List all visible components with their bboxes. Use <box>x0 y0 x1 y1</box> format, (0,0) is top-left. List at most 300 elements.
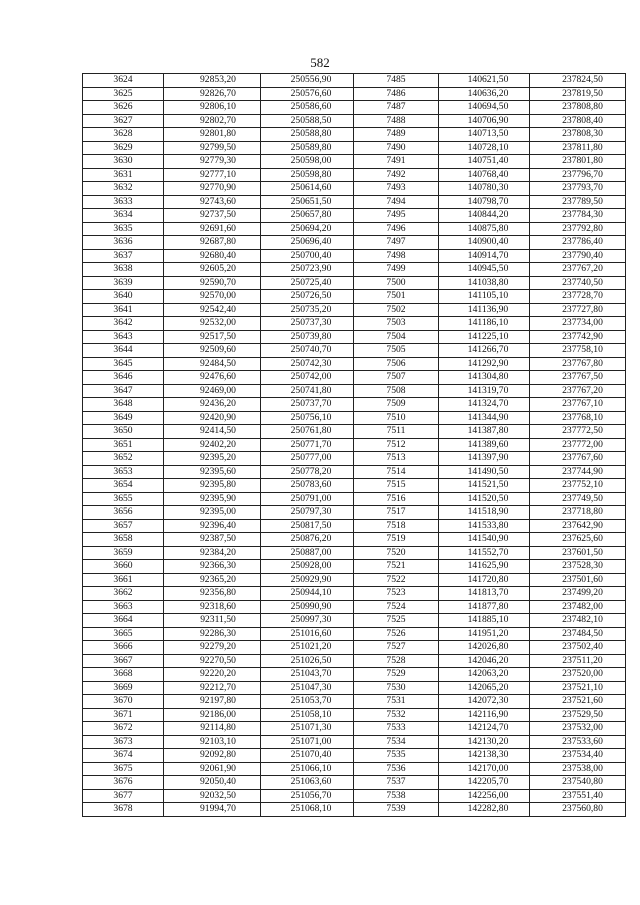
x-coordinate-left-cell: 92365,20 <box>164 573 261 587</box>
point-number-right-cell: 7485 <box>354 74 439 88</box>
x-coordinate-right-cell: 142124,70 <box>439 722 530 736</box>
point-number-left-cell: 3637 <box>83 249 164 263</box>
point-number-left-cell: 3668 <box>83 668 164 682</box>
x-coordinate-right-cell: 140694,50 <box>439 101 530 115</box>
point-number-left-cell: 3631 <box>83 168 164 182</box>
y-coordinate-left-cell: 250588,80 <box>261 128 354 142</box>
y-coordinate-right-cell: 237793,70 <box>530 182 626 196</box>
table-row <box>83 371 626 385</box>
y-coordinate-right-cell: 237808,30 <box>530 128 626 142</box>
x-coordinate-left-cell: 92032,50 <box>164 789 261 803</box>
table-row <box>83 587 626 601</box>
table-body <box>83 74 626 817</box>
point-number-left-cell: 3655 <box>83 492 164 506</box>
x-coordinate-right-cell: 142046,20 <box>439 654 530 668</box>
y-coordinate-left-cell: 250742,00 <box>261 371 354 385</box>
x-coordinate-right-cell: 140875,80 <box>439 222 530 236</box>
x-coordinate-right-cell: 141344,90 <box>439 411 530 425</box>
point-number-right-cell: 7514 <box>354 465 439 479</box>
x-coordinate-right-cell: 142065,20 <box>439 681 530 695</box>
table-row <box>83 330 626 344</box>
table-row <box>83 128 626 142</box>
x-coordinate-left-cell: 92270,50 <box>164 654 261 668</box>
point-number-right-cell: 7518 <box>354 519 439 533</box>
point-number-right-cell: 7508 <box>354 384 439 398</box>
y-coordinate-right-cell: 237528,30 <box>530 560 626 574</box>
y-coordinate-left-cell: 250735,20 <box>261 303 354 317</box>
table-row <box>83 411 626 425</box>
x-coordinate-right-cell: 141885,10 <box>439 614 530 628</box>
x-coordinate-right-cell: 140621,50 <box>439 74 530 88</box>
y-coordinate-left-cell: 250726,50 <box>261 290 354 304</box>
y-coordinate-right-cell: 237532,00 <box>530 722 626 736</box>
point-number-right-cell: 7519 <box>354 533 439 547</box>
x-coordinate-right-cell: 140844,20 <box>439 209 530 223</box>
y-coordinate-right-cell: 237534,40 <box>530 749 626 763</box>
y-coordinate-right-cell: 237744,90 <box>530 465 626 479</box>
y-coordinate-left-cell: 250739,80 <box>261 330 354 344</box>
y-coordinate-right-cell: 237790,40 <box>530 249 626 263</box>
y-coordinate-left-cell: 251071,30 <box>261 722 354 736</box>
point-number-right-cell: 7536 <box>354 762 439 776</box>
x-coordinate-right-cell: 140706,90 <box>439 114 530 128</box>
x-coordinate-left-cell: 92395,60 <box>164 465 261 479</box>
x-coordinate-left-cell: 92680,40 <box>164 249 261 263</box>
x-coordinate-right-cell: 140728,10 <box>439 141 530 155</box>
x-coordinate-right-cell: 142063,20 <box>439 668 530 682</box>
x-coordinate-left-cell: 92509,60 <box>164 344 261 358</box>
x-coordinate-left-cell: 92050,40 <box>164 776 261 790</box>
table-row <box>83 155 626 169</box>
y-coordinate-left-cell: 251016,60 <box>261 627 354 641</box>
point-number-left-cell: 3660 <box>83 560 164 574</box>
y-coordinate-left-cell: 251026,50 <box>261 654 354 668</box>
y-coordinate-left-cell: 251058,10 <box>261 708 354 722</box>
point-number-right-cell: 7496 <box>354 222 439 236</box>
y-coordinate-left-cell: 251021,20 <box>261 641 354 655</box>
y-coordinate-left-cell: 250944,10 <box>261 587 354 601</box>
x-coordinate-right-cell: 141518,90 <box>439 506 530 520</box>
point-number-right-cell: 7534 <box>354 735 439 749</box>
point-number-left-cell: 3638 <box>83 263 164 277</box>
y-coordinate-right-cell: 237749,50 <box>530 492 626 506</box>
point-number-left-cell: 3640 <box>83 290 164 304</box>
x-coordinate-left-cell: 92212,70 <box>164 681 261 695</box>
point-number-right-cell: 7495 <box>354 209 439 223</box>
y-coordinate-right-cell: 237601,50 <box>530 546 626 560</box>
x-coordinate-right-cell: 141397,90 <box>439 452 530 466</box>
x-coordinate-left-cell: 92777,10 <box>164 168 261 182</box>
x-coordinate-left-cell: 92103,10 <box>164 735 261 749</box>
y-coordinate-right-cell: 237521,60 <box>530 695 626 709</box>
table-row <box>83 236 626 250</box>
x-coordinate-left-cell: 92590,70 <box>164 276 261 290</box>
table-row <box>83 735 626 749</box>
point-number-right-cell: 7497 <box>354 236 439 250</box>
x-coordinate-left-cell: 92469,00 <box>164 384 261 398</box>
x-coordinate-left-cell: 92853,20 <box>164 74 261 88</box>
table-row <box>83 749 626 763</box>
table-row <box>83 425 626 439</box>
x-coordinate-right-cell: 141292,90 <box>439 357 530 371</box>
x-coordinate-right-cell: 141877,80 <box>439 600 530 614</box>
y-coordinate-right-cell: 237767,20 <box>530 384 626 398</box>
point-number-right-cell: 7527 <box>354 641 439 655</box>
x-coordinate-left-cell: 92402,20 <box>164 438 261 452</box>
x-coordinate-left-cell: 92605,20 <box>164 263 261 277</box>
coordinates-table <box>82 73 626 817</box>
point-number-right-cell: 7538 <box>354 789 439 803</box>
y-coordinate-left-cell: 250725,40 <box>261 276 354 290</box>
y-coordinate-right-cell: 237482,00 <box>530 600 626 614</box>
y-coordinate-left-cell: 250778,20 <box>261 465 354 479</box>
point-number-right-cell: 7539 <box>354 803 439 817</box>
y-coordinate-left-cell: 251068,10 <box>261 803 354 817</box>
point-number-left-cell: 3629 <box>83 141 164 155</box>
table-row <box>83 465 626 479</box>
point-number-left-cell: 3665 <box>83 627 164 641</box>
point-number-right-cell: 7528 <box>354 654 439 668</box>
table-row <box>83 438 626 452</box>
y-coordinate-left-cell: 250598,00 <box>261 155 354 169</box>
x-coordinate-left-cell: 92186,00 <box>164 708 261 722</box>
point-number-right-cell: 7490 <box>354 141 439 155</box>
table-row <box>83 87 626 101</box>
table-row <box>83 209 626 223</box>
x-coordinate-left-cell: 92395,80 <box>164 479 261 493</box>
x-coordinate-left-cell: 92420,90 <box>164 411 261 425</box>
y-coordinate-left-cell: 250576,60 <box>261 87 354 101</box>
x-coordinate-left-cell: 92395,00 <box>164 506 261 520</box>
point-number-right-cell: 7537 <box>354 776 439 790</box>
x-coordinate-right-cell: 141186,10 <box>439 317 530 331</box>
table-row <box>83 681 626 695</box>
point-number-right-cell: 7532 <box>354 708 439 722</box>
y-coordinate-right-cell: 237767,10 <box>530 398 626 412</box>
x-coordinate-right-cell: 141540,90 <box>439 533 530 547</box>
y-coordinate-right-cell: 237784,30 <box>530 209 626 223</box>
point-number-left-cell: 3648 <box>83 398 164 412</box>
table-row <box>83 560 626 574</box>
y-coordinate-right-cell: 237718,80 <box>530 506 626 520</box>
y-coordinate-left-cell: 251047,30 <box>261 681 354 695</box>
table-row <box>83 668 626 682</box>
y-coordinate-right-cell: 237742,90 <box>530 330 626 344</box>
x-coordinate-right-cell: 141266,70 <box>439 344 530 358</box>
x-coordinate-right-cell: 140636,20 <box>439 87 530 101</box>
point-number-right-cell: 7492 <box>354 168 439 182</box>
x-coordinate-right-cell: 141105,10 <box>439 290 530 304</box>
y-coordinate-right-cell: 237768,10 <box>530 411 626 425</box>
table-row <box>83 222 626 236</box>
table-row <box>83 168 626 182</box>
y-coordinate-left-cell: 250741,80 <box>261 384 354 398</box>
point-number-right-cell: 7515 <box>354 479 439 493</box>
x-coordinate-right-cell: 140713,50 <box>439 128 530 142</box>
point-number-right-cell: 7500 <box>354 276 439 290</box>
table-row <box>83 101 626 115</box>
page-number: 582 <box>310 55 330 70</box>
y-coordinate-right-cell: 237758,10 <box>530 344 626 358</box>
y-coordinate-left-cell: 250696,40 <box>261 236 354 250</box>
x-coordinate-left-cell: 92826,70 <box>164 87 261 101</box>
table-row <box>83 290 626 304</box>
x-coordinate-left-cell: 92092,80 <box>164 749 261 763</box>
point-number-left-cell: 3642 <box>83 317 164 331</box>
x-coordinate-left-cell: 92570,00 <box>164 290 261 304</box>
x-coordinate-left-cell: 92387,50 <box>164 533 261 547</box>
x-coordinate-left-cell: 92366,30 <box>164 560 261 574</box>
y-coordinate-right-cell: 237538,00 <box>530 762 626 776</box>
y-coordinate-left-cell: 250797,30 <box>261 506 354 520</box>
point-number-right-cell: 7491 <box>354 155 439 169</box>
x-coordinate-left-cell: 92806,10 <box>164 101 261 115</box>
y-coordinate-right-cell: 237767,60 <box>530 452 626 466</box>
y-coordinate-right-cell: 237819,50 <box>530 87 626 101</box>
y-coordinate-right-cell: 237540,80 <box>530 776 626 790</box>
y-coordinate-right-cell: 237767,20 <box>530 263 626 277</box>
table-row <box>83 344 626 358</box>
x-coordinate-left-cell: 92395,20 <box>164 452 261 466</box>
y-coordinate-left-cell: 250598,80 <box>261 168 354 182</box>
y-coordinate-left-cell: 250588,50 <box>261 114 354 128</box>
point-number-left-cell: 3673 <box>83 735 164 749</box>
table-row <box>83 573 626 587</box>
point-number-left-cell: 3669 <box>83 681 164 695</box>
x-coordinate-right-cell: 142256,00 <box>439 789 530 803</box>
x-coordinate-right-cell: 142170,00 <box>439 762 530 776</box>
table-row <box>83 776 626 790</box>
point-number-right-cell: 7499 <box>354 263 439 277</box>
y-coordinate-right-cell: 237767,80 <box>530 357 626 371</box>
table-row <box>83 182 626 196</box>
x-coordinate-left-cell: 92384,20 <box>164 546 261 560</box>
y-coordinate-right-cell: 237520,00 <box>530 668 626 682</box>
x-coordinate-left-cell: 92279,20 <box>164 641 261 655</box>
y-coordinate-left-cell: 250817,50 <box>261 519 354 533</box>
table-row <box>83 384 626 398</box>
x-coordinate-left-cell: 91994,70 <box>164 803 261 817</box>
point-number-right-cell: 7521 <box>354 560 439 574</box>
table-row <box>83 357 626 371</box>
x-coordinate-left-cell: 92743,60 <box>164 195 261 209</box>
table-row <box>83 708 626 722</box>
table-row <box>83 276 626 290</box>
y-coordinate-right-cell: 237824,50 <box>530 74 626 88</box>
y-coordinate-left-cell: 250700,40 <box>261 249 354 263</box>
y-coordinate-left-cell: 251066,10 <box>261 762 354 776</box>
y-coordinate-left-cell: 250990,90 <box>261 600 354 614</box>
y-coordinate-right-cell: 237529,50 <box>530 708 626 722</box>
x-coordinate-left-cell: 92691,60 <box>164 222 261 236</box>
table-row <box>83 114 626 128</box>
point-number-left-cell: 3675 <box>83 762 164 776</box>
x-coordinate-right-cell: 141389,60 <box>439 438 530 452</box>
point-number-right-cell: 7493 <box>354 182 439 196</box>
x-coordinate-left-cell: 92476,60 <box>164 371 261 385</box>
y-coordinate-left-cell: 250556,90 <box>261 74 354 88</box>
x-coordinate-right-cell: 142282,80 <box>439 803 530 817</box>
x-coordinate-left-cell: 92197,80 <box>164 695 261 709</box>
table-row <box>83 398 626 412</box>
y-coordinate-left-cell: 250742,30 <box>261 357 354 371</box>
y-coordinate-left-cell: 251071,00 <box>261 735 354 749</box>
x-coordinate-left-cell: 92687,80 <box>164 236 261 250</box>
x-coordinate-left-cell: 92356,80 <box>164 587 261 601</box>
table-row <box>83 695 626 709</box>
x-coordinate-left-cell: 92220,20 <box>164 668 261 682</box>
point-number-left-cell: 3653 <box>83 465 164 479</box>
y-coordinate-right-cell: 237801,80 <box>530 155 626 169</box>
x-coordinate-right-cell: 140798,70 <box>439 195 530 209</box>
point-number-right-cell: 7525 <box>354 614 439 628</box>
point-number-left-cell: 3626 <box>83 101 164 115</box>
point-number-right-cell: 7513 <box>354 452 439 466</box>
point-number-left-cell: 3639 <box>83 276 164 290</box>
point-number-left-cell: 3633 <box>83 195 164 209</box>
y-coordinate-right-cell: 237501,60 <box>530 573 626 587</box>
point-number-left-cell: 3645 <box>83 357 164 371</box>
table-row <box>83 654 626 668</box>
y-coordinate-right-cell: 237734,00 <box>530 317 626 331</box>
y-coordinate-right-cell: 237499,20 <box>530 587 626 601</box>
y-coordinate-left-cell: 250887,00 <box>261 546 354 560</box>
x-coordinate-right-cell: 141813,70 <box>439 587 530 601</box>
y-coordinate-left-cell: 250876,20 <box>261 533 354 547</box>
point-number-left-cell: 3654 <box>83 479 164 493</box>
point-number-right-cell: 7517 <box>354 506 439 520</box>
x-coordinate-right-cell: 141533,80 <box>439 519 530 533</box>
y-coordinate-left-cell: 250737,70 <box>261 398 354 412</box>
y-coordinate-right-cell: 237511,20 <box>530 654 626 668</box>
point-number-left-cell: 3677 <box>83 789 164 803</box>
y-coordinate-left-cell: 251056,70 <box>261 789 354 803</box>
x-coordinate-right-cell: 141136,90 <box>439 303 530 317</box>
x-coordinate-left-cell: 92517,50 <box>164 330 261 344</box>
y-coordinate-left-cell: 250928,00 <box>261 560 354 574</box>
table-row <box>83 627 626 641</box>
y-coordinate-right-cell: 237772,00 <box>530 438 626 452</box>
point-number-right-cell: 7523 <box>354 587 439 601</box>
x-coordinate-left-cell: 92801,80 <box>164 128 261 142</box>
point-number-left-cell: 3656 <box>83 506 164 520</box>
table-row <box>83 317 626 331</box>
x-coordinate-right-cell: 141521,50 <box>439 479 530 493</box>
x-coordinate-right-cell: 142072,30 <box>439 695 530 709</box>
x-coordinate-right-cell: 142205,70 <box>439 776 530 790</box>
x-coordinate-right-cell: 142026,80 <box>439 641 530 655</box>
x-coordinate-right-cell: 140751,40 <box>439 155 530 169</box>
x-coordinate-right-cell: 141951,20 <box>439 627 530 641</box>
table-row <box>83 722 626 736</box>
x-coordinate-right-cell: 141520,50 <box>439 492 530 506</box>
y-coordinate-left-cell: 250651,50 <box>261 195 354 209</box>
x-coordinate-left-cell: 92414,50 <box>164 425 261 439</box>
y-coordinate-right-cell: 237533,60 <box>530 735 626 749</box>
point-number-left-cell: 3625 <box>83 87 164 101</box>
point-number-left-cell: 3624 <box>83 74 164 88</box>
x-coordinate-right-cell: 141552,70 <box>439 546 530 560</box>
point-number-left-cell: 3666 <box>83 641 164 655</box>
x-coordinate-left-cell: 92770,90 <box>164 182 261 196</box>
y-coordinate-left-cell: 251043,70 <box>261 668 354 682</box>
point-number-right-cell: 7504 <box>354 330 439 344</box>
table-row <box>83 506 626 520</box>
point-number-right-cell: 7506 <box>354 357 439 371</box>
point-number-left-cell: 3649 <box>83 411 164 425</box>
x-coordinate-left-cell: 92311,50 <box>164 614 261 628</box>
point-number-left-cell: 3651 <box>83 438 164 452</box>
table-row <box>83 74 626 88</box>
x-coordinate-right-cell: 140768,40 <box>439 168 530 182</box>
point-number-left-cell: 3667 <box>83 654 164 668</box>
point-number-left-cell: 3634 <box>83 209 164 223</box>
y-coordinate-right-cell: 237484,50 <box>530 627 626 641</box>
x-coordinate-right-cell: 141720,80 <box>439 573 530 587</box>
point-number-left-cell: 3652 <box>83 452 164 466</box>
x-coordinate-left-cell: 92542,40 <box>164 303 261 317</box>
table-row <box>83 789 626 803</box>
table-row <box>83 492 626 506</box>
table-row <box>83 249 626 263</box>
point-number-right-cell: 7531 <box>354 695 439 709</box>
point-number-right-cell: 7522 <box>354 573 439 587</box>
y-coordinate-left-cell: 250791,00 <box>261 492 354 506</box>
table-row <box>83 141 626 155</box>
y-coordinate-right-cell: 237642,90 <box>530 519 626 533</box>
point-number-right-cell: 7505 <box>354 344 439 358</box>
point-number-right-cell: 7501 <box>354 290 439 304</box>
x-coordinate-left-cell: 92061,90 <box>164 762 261 776</box>
point-number-right-cell: 7507 <box>354 371 439 385</box>
point-number-left-cell: 3662 <box>83 587 164 601</box>
point-number-left-cell: 3644 <box>83 344 164 358</box>
table-row <box>83 479 626 493</box>
y-coordinate-left-cell: 251070,40 <box>261 749 354 763</box>
y-coordinate-left-cell: 250756,10 <box>261 411 354 425</box>
y-coordinate-right-cell: 237625,60 <box>530 533 626 547</box>
x-coordinate-right-cell: 141304,80 <box>439 371 530 385</box>
point-number-right-cell: 7498 <box>354 249 439 263</box>
table-row <box>83 195 626 209</box>
x-coordinate-left-cell: 92484,50 <box>164 357 261 371</box>
y-coordinate-right-cell: 237752,10 <box>530 479 626 493</box>
point-number-left-cell: 3661 <box>83 573 164 587</box>
y-coordinate-left-cell: 250777,00 <box>261 452 354 466</box>
y-coordinate-right-cell: 237560,80 <box>530 803 626 817</box>
point-number-right-cell: 7524 <box>354 600 439 614</box>
y-coordinate-left-cell: 250723,90 <box>261 263 354 277</box>
table-row <box>83 303 626 317</box>
y-coordinate-right-cell: 237502,40 <box>530 641 626 655</box>
point-number-left-cell: 3674 <box>83 749 164 763</box>
y-coordinate-right-cell: 237727,80 <box>530 303 626 317</box>
point-number-right-cell: 7488 <box>354 114 439 128</box>
y-coordinate-left-cell: 251063,60 <box>261 776 354 790</box>
x-coordinate-right-cell: 142138,30 <box>439 749 530 763</box>
y-coordinate-right-cell: 237482,10 <box>530 614 626 628</box>
x-coordinate-right-cell: 141387,80 <box>439 425 530 439</box>
y-coordinate-right-cell: 237792,80 <box>530 222 626 236</box>
point-number-right-cell: 7530 <box>354 681 439 695</box>
x-coordinate-left-cell: 92737,50 <box>164 209 261 223</box>
x-coordinate-right-cell: 141324,70 <box>439 398 530 412</box>
point-number-right-cell: 7535 <box>354 749 439 763</box>
point-number-right-cell: 7509 <box>354 398 439 412</box>
y-coordinate-right-cell: 237789,50 <box>530 195 626 209</box>
table-row <box>83 546 626 560</box>
point-number-left-cell: 3635 <box>83 222 164 236</box>
